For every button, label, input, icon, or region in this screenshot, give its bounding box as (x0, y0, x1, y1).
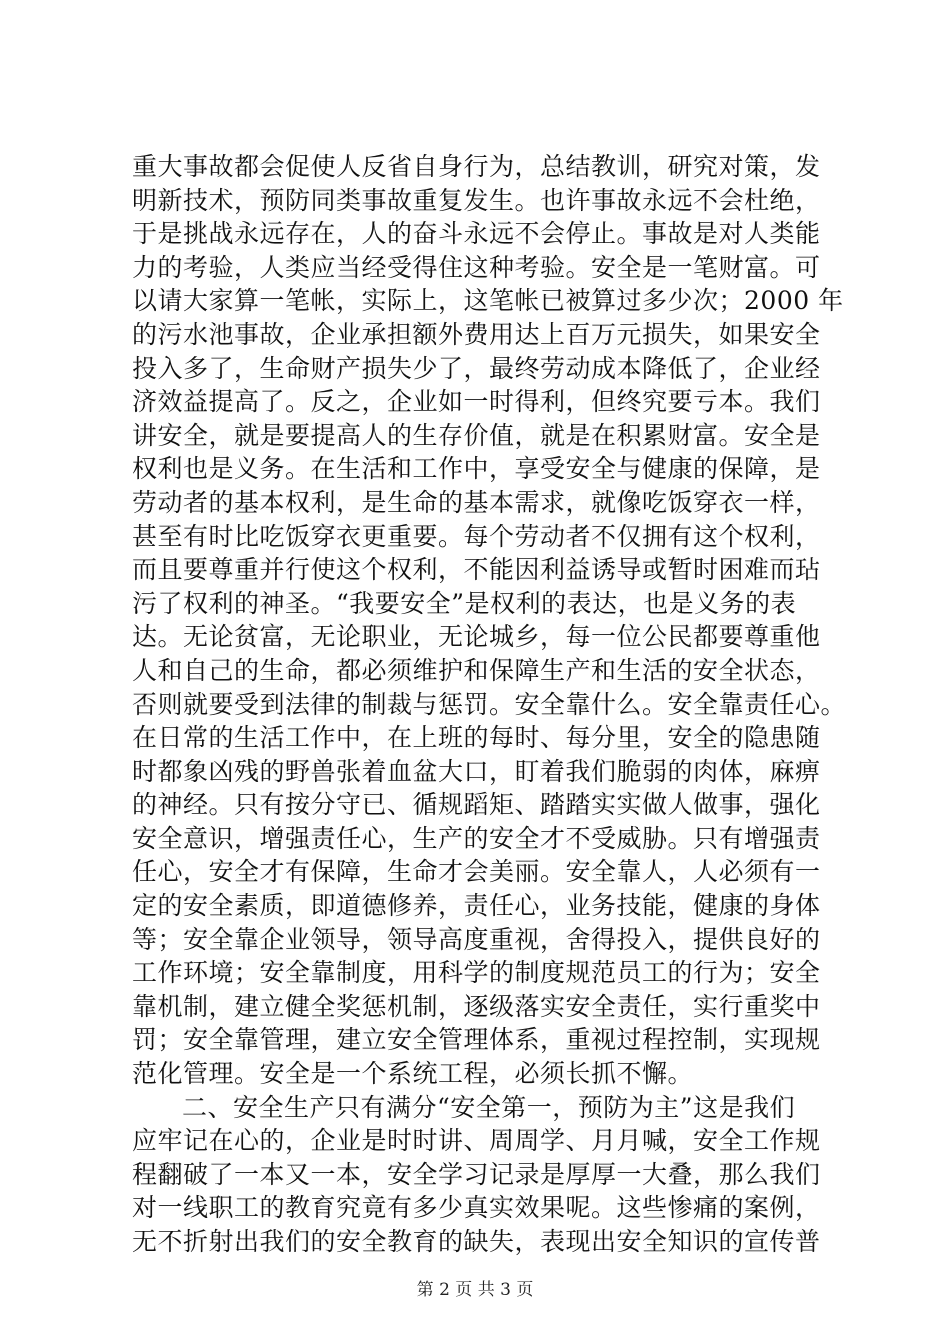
text-line: 于是挑战永远存在，人的奋斗永远不会停止。事故是对人类能 (132, 219, 821, 249)
text-line: 权利也是义务。在生活和工作中，享受安全与健康的保障，是 (132, 454, 821, 484)
text-line: 人和自己的生命，都必须维护和保障生产和生活的安全状态， (132, 655, 821, 685)
text-line: 等；安全靠企业领导，领导高度重视，舍得投入，提供良好的 (132, 924, 821, 954)
text-line: 明新技术，预防同类事故重复发生。也许事故永远不会杜绝， (132, 185, 821, 215)
text-line: 应牢记在心的，企业是时时讲、周周学、月月喊，安全工作规 (132, 1126, 821, 1156)
text-line: 以请大家算一笔帐，实际上，这笔帐已被算过多少次；2000 年 (132, 286, 844, 316)
text-line: 讲安全，就是要提高人的生存价值，就是在积累财富。安全是 (132, 420, 821, 450)
text-line: 的神经。只有按分守已、循规蹈矩、踏踏实实做人做事，强化 (132, 790, 821, 820)
section-heading-line: 二、安全生产只有满分“安全第一，预防为主”这是我们 (182, 1092, 796, 1122)
text-line: 力的考验，人类应当经受得住这种考验。安全是一笔财富。可 (132, 252, 821, 282)
text-line: 否则就要受到法律的制裁与惩罚。安全靠什么。安全靠责任心。 (132, 689, 847, 719)
text-line: 达。无论贫富，无论职业，无论城乡，每一位公民都要尊重他 (132, 622, 821, 652)
text-line: 任心，安全才有保障，生命才会美丽。安全靠人，人必须有一 (132, 857, 821, 887)
text-line: 投入多了，生命财产损失少了，最终劳动成本降低了，企业经 (132, 353, 821, 383)
text-line: 定的安全素质，即道德修养，责任心，业务技能，健康的身体 (132, 891, 821, 921)
text-line: 劳动者的基本权利，是生命的基本需求，就像吃饭穿衣一样， (132, 487, 821, 517)
text-line: 在日常的生活工作中，在上班的每时、每分里，安全的隐患随 (132, 723, 821, 753)
text-line: 对一线职工的教育究竟有多少真实效果呢。这些惨痛的案例， (132, 1193, 821, 1223)
text-line: 程翻破了一本又一本，安全学习记录是厚厚一大叠，那么我们 (132, 1159, 821, 1189)
text-line: 污了权利的神圣。“我要安全”是权利的表达，也是义务的表 (132, 588, 797, 618)
text-line: 罚；安全靠管理，建立安全管理体系，重视过程控制，实现规 (132, 1025, 821, 1055)
text-line: 工作环境；安全靠制度，用科学的制度规范员工的行为；安全 (132, 958, 821, 988)
text-line: 范化管理。安全是一个系统工程，必须长抓不懈。 (132, 1059, 694, 1089)
text-line: 的污水池事故，企业承担额外费用达上百万元损失，如果安全 (132, 319, 821, 349)
text-line: 重大事故都会促使人反省自身行为，总结教训，研究对策，发 (132, 152, 821, 181)
text-line: 无不折射出我们的安全教育的缺失，表现出安全知识的宣传普 (132, 1227, 821, 1256)
text-line: 靠机制，建立健全奖惩机制，逐级落实安全责任，实行重奖中 (132, 991, 821, 1021)
text-line: 甚至有时比吃饭穿衣更重要。每个劳动者不仅拥有这个权利， (132, 521, 821, 551)
text-line: 安全意识，增强责任心，生产的安全才不受威胁。只有增强责 (132, 823, 821, 853)
page-number-footer: 第 2 页 共 3 页 (416, 1280, 534, 1300)
text-line: 济效益提高了。反之，企业如一时得利，但终究要亏本。我们 (132, 387, 821, 417)
text-line: 时都象凶残的野兽张着血盆大口，盯着我们脆弱的肉体，麻痹 (132, 756, 821, 786)
text-line: 而且要尊重并行使这个权利，不能因利益诱导或暂时困难而玷 (132, 555, 821, 585)
body-text (132, 150, 847, 1259)
